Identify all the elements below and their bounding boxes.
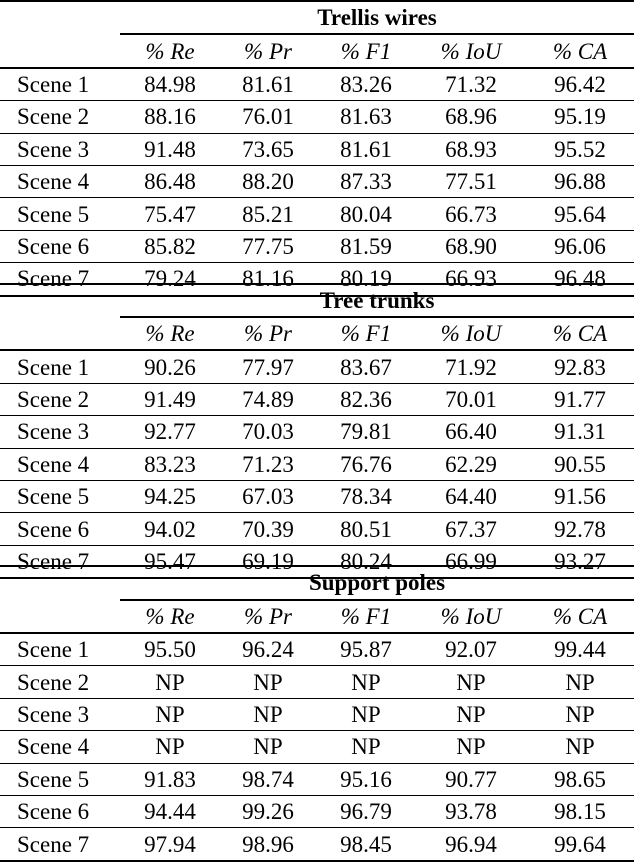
- column-header: % CA: [526, 34, 634, 67]
- table-row: [0, 698, 634, 730]
- metric-value: 98.74: [220, 763, 316, 795]
- metric-value: 77.97: [220, 350, 316, 383]
- metric-value: 96.42: [526, 68, 634, 101]
- section-table: [0, 283, 634, 580]
- scene-label: Scene 4: [0, 448, 120, 480]
- scene-label: Scene 2: [0, 383, 120, 415]
- metric-value: 83.26: [316, 68, 416, 101]
- metric-value: 80.19: [316, 263, 416, 296]
- column-header: % IoU: [416, 600, 526, 633]
- metric-value: NP: [316, 731, 416, 763]
- metric-value: 66.93: [416, 263, 526, 296]
- scene-label: Scene 2: [0, 666, 120, 698]
- metric-value: 99.26: [220, 795, 316, 827]
- metric-value: NP: [526, 666, 634, 698]
- metric-value: 96.94: [416, 828, 526, 861]
- metric-value: 91.77: [526, 383, 634, 415]
- metric-value: 80.51: [316, 513, 416, 545]
- metric-value: 93.78: [416, 795, 526, 827]
- table-row: [0, 795, 634, 827]
- metric-value: 82.36: [316, 383, 416, 415]
- section-table: [0, 565, 634, 862]
- metric-value: 95.50: [120, 633, 220, 666]
- table-row: [0, 383, 634, 415]
- column-header: % IoU: [416, 34, 526, 67]
- metric-value: 98.15: [526, 795, 634, 827]
- metric-value: 66.40: [416, 416, 526, 448]
- scene-label: Scene 3: [0, 416, 120, 448]
- section-title-row: [0, 284, 634, 317]
- metric-value: 62.29: [416, 448, 526, 480]
- metric-value: NP: [120, 666, 220, 698]
- metric-value: 73.65: [220, 133, 316, 165]
- column-header: % Pr: [220, 600, 316, 633]
- metric-value: 68.96: [416, 101, 526, 133]
- scene-label: Scene 4: [0, 731, 120, 763]
- column-header: % F1: [316, 317, 416, 350]
- metric-value: 92.83: [526, 350, 634, 383]
- metric-value: NP: [120, 731, 220, 763]
- section-title: Trellis wires: [120, 1, 634, 34]
- metric-value: 68.90: [416, 230, 526, 262]
- table-row: [0, 513, 634, 545]
- table-row: [0, 666, 634, 698]
- metric-value: 96.79: [316, 795, 416, 827]
- column-header: % F1: [316, 600, 416, 633]
- table-row: [0, 198, 634, 230]
- metric-value: 81.16: [220, 263, 316, 296]
- metric-value: 64.40: [416, 480, 526, 512]
- metric-value: 95.52: [526, 133, 634, 165]
- metric-value: 95.87: [316, 633, 416, 666]
- section-table: [0, 0, 634, 297]
- metric-value: NP: [416, 698, 526, 730]
- scene-label: Scene 6: [0, 513, 120, 545]
- scene-label: Scene 2: [0, 101, 120, 133]
- metric-value: NP: [220, 731, 316, 763]
- metric-value: 94.02: [120, 513, 220, 545]
- metric-value: 94.44: [120, 795, 220, 827]
- metric-value: 91.31: [526, 416, 634, 448]
- metric-value: 76.01: [220, 101, 316, 133]
- metric-value: 95.47: [120, 545, 220, 578]
- metric-value: 77.51: [416, 165, 526, 197]
- metric-value: 66.99: [416, 545, 526, 578]
- section-title-row: [0, 566, 634, 599]
- metric-value: 81.61: [220, 68, 316, 101]
- metric-value: 91.56: [526, 480, 634, 512]
- metric-value: 92.77: [120, 416, 220, 448]
- metric-value: 67.03: [220, 480, 316, 512]
- metric-value: 91.49: [120, 383, 220, 415]
- metric-value: 71.23: [220, 448, 316, 480]
- metric-value: NP: [120, 698, 220, 730]
- metric-value: 92.78: [526, 513, 634, 545]
- metric-value: 96.88: [526, 165, 634, 197]
- scene-label: Scene 7: [0, 263, 120, 296]
- scene-label: Scene 3: [0, 133, 120, 165]
- scene-label: Scene 1: [0, 68, 120, 101]
- table-section: [0, 0, 634, 292]
- metric-value: NP: [220, 666, 316, 698]
- table-row: [0, 133, 634, 165]
- metric-value: 75.47: [120, 198, 220, 230]
- metric-value: 80.24: [316, 545, 416, 578]
- column-header: % IoU: [416, 317, 526, 350]
- scene-label: Scene 7: [0, 545, 120, 578]
- metric-value: 71.92: [416, 350, 526, 383]
- table-section: [0, 565, 634, 857]
- column-header-row: [0, 34, 634, 67]
- metric-value: 83.23: [120, 448, 220, 480]
- metric-value: 99.64: [526, 828, 634, 861]
- metric-value: 79.81: [316, 416, 416, 448]
- metric-value: 79.24: [120, 263, 220, 296]
- column-header: % Pr: [220, 34, 316, 67]
- metric-value: 84.98: [120, 68, 220, 101]
- metric-value: NP: [416, 731, 526, 763]
- metric-value: 93.27: [526, 545, 634, 578]
- column-header: % CA: [526, 600, 634, 633]
- metric-value: NP: [526, 698, 634, 730]
- metric-value: 96.48: [526, 263, 634, 296]
- metric-value: 88.16: [120, 101, 220, 133]
- metric-value: 71.32: [416, 68, 526, 101]
- metric-value: 78.34: [316, 480, 416, 512]
- metric-value: 70.03: [220, 416, 316, 448]
- metric-value: 95.19: [526, 101, 634, 133]
- table-row: [0, 763, 634, 795]
- column-header-row: [0, 600, 634, 633]
- scene-label: Scene 6: [0, 795, 120, 827]
- metric-value: 90.55: [526, 448, 634, 480]
- metric-value: 99.44: [526, 633, 634, 666]
- scene-label: Scene 5: [0, 480, 120, 512]
- metric-value: NP: [416, 666, 526, 698]
- metric-value: 97.94: [120, 828, 220, 861]
- column-header-row: [0, 317, 634, 350]
- metric-value: 76.76: [316, 448, 416, 480]
- table-row: [0, 480, 634, 512]
- empty-cell: [0, 34, 120, 67]
- table-row: [0, 350, 634, 383]
- metric-value: 95.16: [316, 763, 416, 795]
- column-header: % Pr: [220, 317, 316, 350]
- metric-value: 98.96: [220, 828, 316, 861]
- metric-value: NP: [526, 731, 634, 763]
- table-row: [0, 230, 634, 262]
- metric-value: 74.89: [220, 383, 316, 415]
- column-header: % Re: [120, 34, 220, 67]
- scene-label: Scene 4: [0, 165, 120, 197]
- scene-label: Scene 1: [0, 350, 120, 383]
- table-row: [0, 448, 634, 480]
- metric-value: NP: [220, 698, 316, 730]
- table-row: [0, 828, 634, 861]
- metric-value: 87.33: [316, 165, 416, 197]
- metric-value: 88.20: [220, 165, 316, 197]
- metric-value: 91.48: [120, 133, 220, 165]
- metric-value: 70.01: [416, 383, 526, 415]
- column-header: % F1: [316, 34, 416, 67]
- scene-label: Scene 7: [0, 828, 120, 861]
- section-title: Tree trunks: [120, 284, 634, 317]
- table-row: [0, 101, 634, 133]
- table-row: [0, 731, 634, 763]
- metric-value: 81.61: [316, 133, 416, 165]
- metric-value: NP: [316, 698, 416, 730]
- metric-value: 81.59: [316, 230, 416, 262]
- table-row: [0, 633, 634, 666]
- scene-label: Scene 1: [0, 633, 120, 666]
- metric-value: 90.26: [120, 350, 220, 383]
- column-header: % Re: [120, 317, 220, 350]
- metric-value: 96.06: [526, 230, 634, 262]
- metric-value: 81.63: [316, 101, 416, 133]
- empty-cell: [0, 284, 120, 317]
- metric-value: 85.21: [220, 198, 316, 230]
- metric-value: 94.25: [120, 480, 220, 512]
- empty-cell: [0, 317, 120, 350]
- table-section: [0, 283, 634, 574]
- metric-value: 68.93: [416, 133, 526, 165]
- metric-value: 96.24: [220, 633, 316, 666]
- table-row: [0, 165, 634, 197]
- scene-label: Scene 6: [0, 230, 120, 262]
- table-row: [0, 416, 634, 448]
- table-row: [0, 68, 634, 101]
- metric-value: 98.65: [526, 763, 634, 795]
- metric-value: 86.48: [120, 165, 220, 197]
- scene-label: Scene 3: [0, 698, 120, 730]
- metric-value: NP: [316, 666, 416, 698]
- metric-value: 67.37: [416, 513, 526, 545]
- empty-cell: [0, 1, 120, 34]
- metric-value: 83.67: [316, 350, 416, 383]
- metric-value: 69.19: [220, 545, 316, 578]
- metric-value: 66.73: [416, 198, 526, 230]
- scene-label: Scene 5: [0, 763, 120, 795]
- metric-value: 70.39: [220, 513, 316, 545]
- empty-cell: [0, 600, 120, 633]
- metric-value: 95.64: [526, 198, 634, 230]
- column-header: % Re: [120, 600, 220, 633]
- metric-value: 77.75: [220, 230, 316, 262]
- metric-value: 80.04: [316, 198, 416, 230]
- metric-value: 85.82: [120, 230, 220, 262]
- metric-value: 90.77: [416, 763, 526, 795]
- metric-value: 92.07: [416, 633, 526, 666]
- metric-value: 91.83: [120, 763, 220, 795]
- metric-value: 98.45: [316, 828, 416, 861]
- scene-label: Scene 5: [0, 198, 120, 230]
- column-header: % CA: [526, 317, 634, 350]
- section-title: Support poles: [120, 566, 634, 599]
- section-title-row: [0, 1, 634, 34]
- empty-cell: [0, 566, 120, 599]
